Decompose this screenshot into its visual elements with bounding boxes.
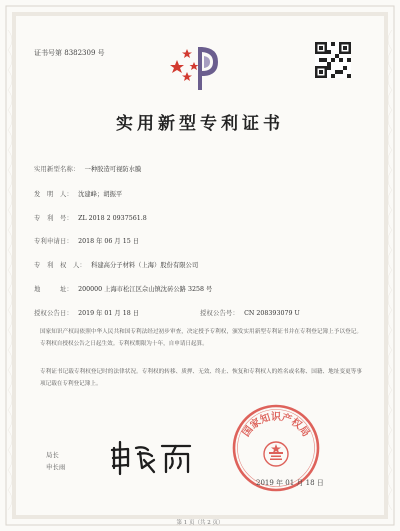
announce-no-value: CN 208393079 U (244, 310, 300, 317)
address-label: 地 址： (34, 286, 73, 293)
patent-no-label: 专 利 号： (34, 215, 73, 222)
director-name: 申长雨 (46, 464, 66, 471)
cert-no-suffix: 号 (97, 49, 105, 57)
inventor-value: 沈建峰；胡振平 (78, 191, 123, 198)
seal-text: 国家知识产权局 (240, 412, 312, 439)
inventor-label: 发 明 人： (34, 191, 73, 198)
name-label: 实用新型名称： (34, 166, 80, 173)
qr-code-icon (315, 42, 351, 78)
field-inventor-row (34, 181, 122, 200)
grant-date-label: 授权公告日： (34, 310, 73, 317)
filing-date-label: 专利申请日： (34, 238, 73, 245)
director-label: 局长 (46, 452, 59, 459)
signature-icon (108, 438, 198, 478)
cert-no-label: 证书号第 (34, 49, 62, 57)
legal-paragraph-2: 专利证书记载专利权登记时的法律状况。专利权的转移、质押、无效、终止、恢复和专利权人的姓名或名称、国籍、地址变更等事项记载在专利登记簿上。 (40, 369, 362, 387)
cnipa-logo-icon (168, 42, 230, 94)
field-name-row (34, 156, 141, 175)
cert-no-value: 8382309 (64, 49, 96, 57)
field-filing-date-row (34, 228, 139, 247)
field-address-row (34, 276, 212, 295)
certificate-number (34, 48, 105, 58)
page-footer: 第 1 页（共 2 页） (176, 520, 224, 526)
patentee-value: 科建高分子材料（上海）股份有限公司 (91, 262, 199, 269)
field-announce-no-row (200, 300, 300, 319)
seal-date: 2019 年 01 月 18 日 (256, 479, 324, 487)
name-value: 一种胶造可视防水膜 (84, 166, 142, 173)
field-patent-no-row (34, 205, 147, 224)
filing-date-value: 2018 年 06 月 15 日 (78, 238, 140, 245)
grant-date-value: 2019 年 01 月 18 日 (78, 310, 140, 317)
certificate-title: 实用新型专利证书 (116, 114, 284, 134)
address-value: 200000 上海市松江区佘山镇沈砖公路 3258 号 (78, 286, 213, 293)
field-grant-date-row (34, 300, 139, 319)
announce-no-label: 授权公告号： (200, 310, 239, 317)
patentee-label: 专 利 权 人： (34, 262, 86, 269)
legal-paragraph-1: 国家知识产权局依照中华人民共和国专利法经过初步审查，决定授予专利权，颁发实用新型专利证书并在专利登记簿上予以登记。专利权自授权公告之日起生效。专利权期限为十年，自申请日起算。 (40, 329, 362, 347)
field-patentee-row (34, 252, 198, 271)
patent-no-value: ZL 2018 2 0937561.8 (78, 215, 147, 222)
